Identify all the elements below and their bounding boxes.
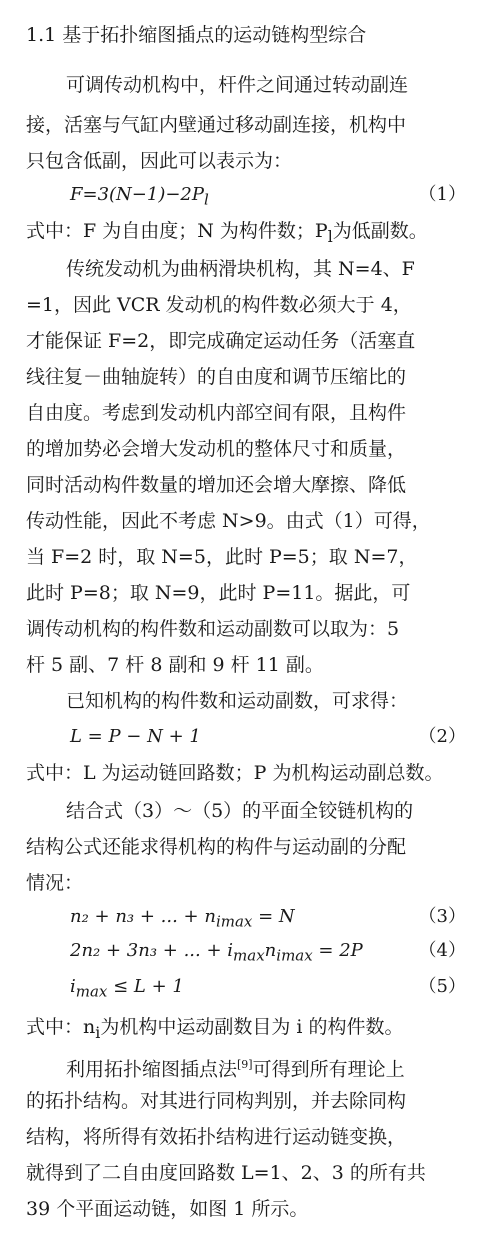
equation-number: （4） [418,940,466,961]
where-clause-1: 式中：F 为自由度；N 为构件数；$P_l$为低副数。 [26,220,428,246]
equation-1: $F=3(N-1)-2P_l$ [70,184,209,209]
paragraph-line: 的拓扑结构。对其进行同构判别，并去除同构 [26,1090,407,1112]
equation-5: $i_{max} \le L + 1$ [70,976,184,1001]
equation-number: （2） [418,726,466,747]
paragraph-line: 接，活塞与气缸内壁通过移动副连接，机构中 [26,114,407,136]
paragraph-line: 此时 P=8；取 N=9，此时 P=11。据此，可 [26,582,411,604]
citation-ref[interactable]: [9] [237,1058,253,1071]
paragraph-line: 情况： [26,872,84,894]
equation-4: 2n₂ + 3n₃ + ... + $i_{max}n_{imax} = 2P$ [70,940,363,965]
paragraph-line: 的增加势必会增大发动机的整体尺寸和质量， [26,438,407,460]
paragraph-line: 线往复－曲轴旋转）的自由度和调节压缩比的 [26,366,407,388]
paragraph-line: 同时活动构件数量的增加还会增大摩擦、降低 [26,474,407,496]
equation-number: （5） [418,976,466,997]
section-heading: 1.1 基于拓扑缩图插点的运动链构型综合 [26,24,367,46]
paragraph-line: 传统发动机为曲柄滑块机构，其 N=4、F [66,258,415,280]
paragraph-line: 就得到了二自由度回路数 L=1、2、3 的所有共 [26,1162,426,1184]
equation-number: （1） [418,184,466,205]
paragraph-line: 结构公式还能求得机构的构件与运动副的分配 [26,836,407,858]
paragraph-line: 利用拓扑缩图插点法[9]可得到所有理论上 [66,1058,405,1081]
paragraph-line: 结合式（3）～（5）的平面全铰链机构的 [66,800,414,822]
paragraph-line: 39 个平面运动链，如图 1 所示。 [26,1198,309,1220]
equation-number: （3） [418,906,466,927]
paragraph-line: 结构，将所得有效拓扑结构进行运动链变换， [26,1126,407,1148]
equation-3: n₂ + n₃ + ... + $n_{imax} = N$ [70,906,295,931]
paragraph-line: 可调传动机构中，杆件之间通过转动副连 [66,74,409,96]
equation-2: L = P − N + 1 [70,726,201,747]
paragraph-line: 只包含低副，因此可以表示为： [26,150,293,172]
paragraph-line: 当 F=2 时，取 N=5，此时 P=5；取 N=7， [26,546,418,568]
where-clause-2: 式中：L 为运动链回路数；P 为机构运动副总数。 [26,762,444,784]
paragraph-line: 传动性能，因此不考虑 N>9。由式（1）可得， [26,510,431,532]
paragraph-line: 才能保证 F=2，即完成确定运动任务（活塞直 [26,330,416,352]
paragraph-line: 已知机构的构件数和运动副数，可求得： [66,690,409,712]
paragraph-line: 自由度。考虑到发动机内部空间有限，且构件 [26,402,407,424]
paragraph-line: 调传动机构的构件数和运动副数可以取为：5 [26,618,400,640]
paragraph-line: =1，因此 VCR 发动机的构件数必须大于 4， [26,294,412,316]
where-clause-3: 式中：$n_i$为机构中运动副数目为 i 的构件数。 [26,1016,404,1042]
paragraph-line: 杆 5 副、7 杆 8 副和 9 杆 11 副。 [26,654,324,676]
